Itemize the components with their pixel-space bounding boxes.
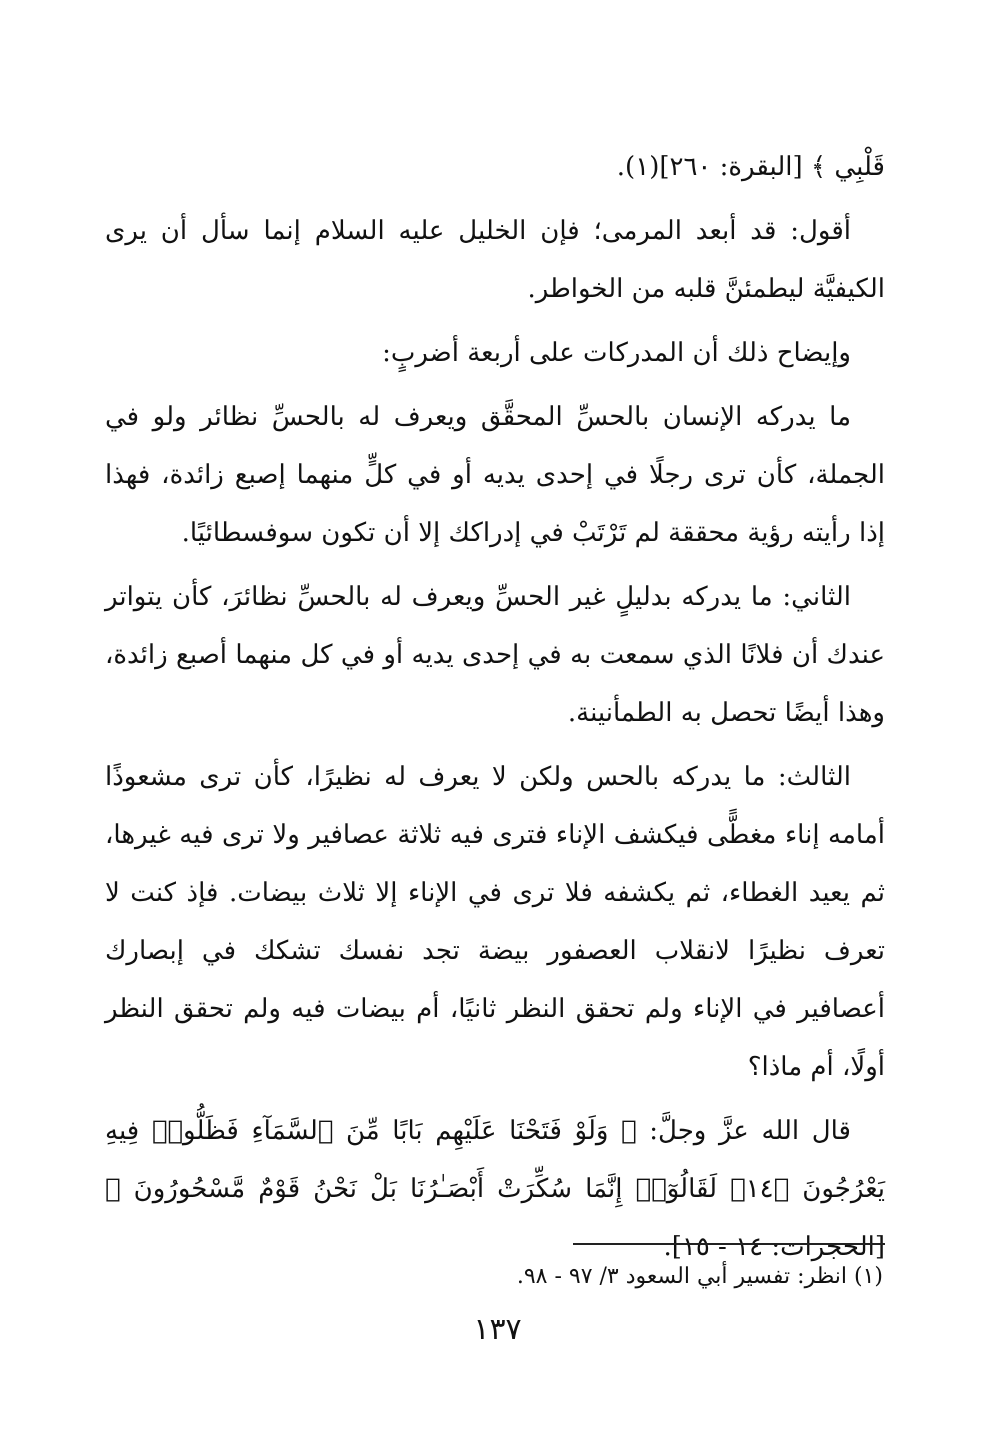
paragraph-quran-verse: قال الله عزَّ وجلَّ: ﴿ وَلَوْ فَتَحْنَا عَلَيْهِم بَابًا مِّنَ ٱلسَّمَآءِ فَظَلُّوا۟ فِيهِ يَعْرُجُونَ ﴿١٤﴾ لَقَالُوٓا۟ إِنَّمَا سُكِّرَتْ أَبْصَـٰرُنَا بَلْ نَحْنُ قَوْمٌ مَّسْحُورُونَ ﴾ [الحجرات: ١٤ - ١٥]. (105, 1116, 886, 1262)
paragraph-idah: وإيضاح ذلك أن المدركات على أربعة أضربٍ: (382, 338, 851, 368)
main-text (105, 138, 885, 1282)
paragraph-first-kind: ما يدركه الإنسان بالحسِّ المحقَّق ويعرف له بالحسِّ نظائر ولو في الجملة، كأن ترى رجلًا في إحدى يديه أو في كلٍّ منهما إصبع زائدة، فهذا إذا رأيته رؤية محققة لم تَرْتَبْ في إدراكك إلا أن تكون سوفسطائيًا. (105, 402, 885, 548)
paragraph-third-kind: الثالث: ما يدركه بالحس ولكن لا يعرف له نظيرًا، كأن ترى مشعوذًا أمامه إناء مغطًّى فيكشف الإناء فترى فيه ثلاثة عصافير ولا ترى فيه غيرها، ثم يعيد الغطاء، ثم يكشفه فلا ترى في الإناء إلا ثلاث بيضات. فإذ كنت لا تعرف نظيرًا لانقلاب العصفور بيضة تجد نفسك تشكك في إبصارك أعصافير في الإناء ولم تحقق النظر ثانيًا، أم بيضات فيه ولم تحقق النظر أولًا، أم ماذا؟ (105, 762, 885, 1082)
footnote-separator (573, 1243, 885, 1245)
paragraph-second-kind: الثاني: ما يدركه بدليلٍ غير الحسِّ ويعرف له بالحسِّ نظائرَ، كأن يتواتر عندك أن فلانًا الذي سمعت به في إحدى يديه أو في كل منهما أصبع زائدة، وهذا أيضًا تحصل به الطمأنينة. (105, 582, 885, 728)
quran-citation-continuation: قَلْبِي ﴾ [البقرة: ٢٦٠](١). (616, 152, 885, 182)
footnote: (١) انظر: تفسير أبي السعود ٣/ ٩٧ - ٩٨. (516, 1264, 883, 1289)
page-number: ١٣٧ (473, 1312, 522, 1347)
paragraph-aqul: أقول: قد أبعد المرمى؛ فإن الخليل عليه السلام إنما سأل أن يرى الكيفيَّة ليطمئنَّ قلبه من الخواطر. (105, 216, 885, 304)
